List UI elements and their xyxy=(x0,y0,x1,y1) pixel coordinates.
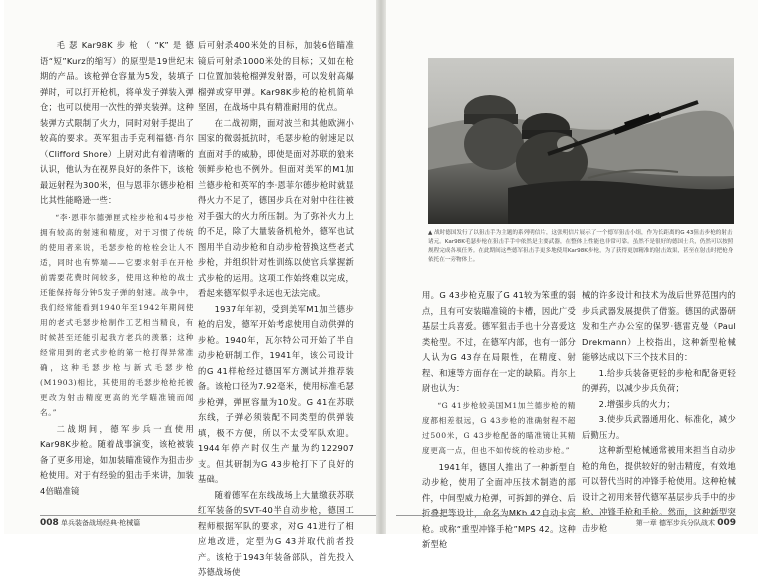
left-page-footer xyxy=(40,515,380,528)
left-page-number: 008 xyxy=(40,518,59,528)
left-col2-paragraph-2: 在二战初期，面对波兰和其他欧洲小国家的微弱抵抗时，毛瑟步枪的射速足以直面对手的威胁，即使是面对苏联的狼来领鲜步枪也不例外。但面对美军的M1加兰德步枪和英军的李·恩菲尔德步枪时就显得火力不足了，德国步兵在对射中往往被对手强大的火力所压制。为了弥补火力上的不足，除了大量装备机枪外，德军也试图用半自动步枪和自动步枪替换这些老式步枪，并组织针对性训练以使官兵掌握新式步枪的运用。这项工作始终难以完成，看起来德军似乎永远也无法完成。 xyxy=(198,117,354,298)
right-col1-quote: “G 41步枪较美国M1加兰德步枪的精度都相差很远，G 43步枪的准确射程不超过500米，G 43步枪配备的瞄准镜让其精度更高一点，但也不如传统的栓动步枪。” xyxy=(422,400,576,455)
right-page-footer xyxy=(396,515,736,528)
left-col2-paragraph-1: 后可射杀400米处的目标，加装6倍瞄准镜后可射杀1000米处的目标；又如在枪口位置加装枪榴弹发射器，可以发射高爆榴弹或穿甲弹。Kar98K步枪的枪机简单坚固，在战场中具有精准耐用的优点。 xyxy=(198,40,354,112)
right-page-number: 009 xyxy=(717,518,736,528)
photo-caption: ▲ 战时德国发行了以狙击手为主题的系列明信片，这张明信片展示了一个德军狙击小组，作为长距离的G 43狙击步枪的射击诸元。Kar98K毛瑟步枪在狙击手手中依然是主要武器，在整体上性能也非常可靠。虽然不是很好的德国士兵，仍然可以按照规程完成各项任务。在此期间这些德军狙击手更多地使用Kar98K步枪，为了获得更加精准的射击效果，甚至在射击时把枪身依托在一旁物体上。 xyxy=(428,230,734,263)
left-page-column-2 xyxy=(198,38,354,577)
right-col2-point-3: 3.使步兵武器通用化、标准化，减少后勤压力。 xyxy=(582,414,736,440)
left-col1-quote: “李·恩菲尔德弹匣式栓步枪和4号步枪拥有较高的射速和精度，对于习惯了传统的使用者来说，毛瑟步枪的枪栓会让人不适，同时也有弊端——它要求射手在开枪前需要花费时间较多，使用这种枪的战士还能保持每分钟5发子弹的射速。战争中，我们经常能看到1940年至1942年期间使用的老式毛瑟步枪制作工艺相当精良，有时候甚至还能引起我方老兵的羡慕；这种经常用到的老式步枪的第一枪打得异常准确，这种毛瑟步枪与新式毛瑟步枪(M1903)相比，其使用的毛瑟步枪枪托被更改为射击精度更高的光学瞄准镜而闻名。” xyxy=(40,212,194,417)
left-page xyxy=(4,0,376,577)
right-page-column-1 xyxy=(422,288,576,549)
right-col2-paragraph-1: 械的许多设计和技术为战后世界范围内的步兵武器发展提供了借鉴。德国的武器研发和生产办公室的保罗·德雷克曼（Paul Drekmann）上校指出，这种新型枪械能够达成以下三个技术目的： xyxy=(582,290,736,362)
right-col2-point-2: 2.增强步兵的火力； xyxy=(598,398,675,409)
book-gutter xyxy=(376,0,386,534)
right-col2-paragraph-2: 这种新型枪械通常被用来担当自动步枪的角色，提供较好的射击精度，有效地可以替代当时的冲锋手枪使用。这种枪械设计之初用来替代德军基层步兵手中的步枪、冲锋手枪和手枪。然而，这种新型突击步枪 xyxy=(582,445,736,533)
left-page-column-1 xyxy=(40,38,194,506)
right-col1-paragraph-2: 1941年，德国人推出了一种新型自动步枪，使用了全面冲压技术制造的部件，中间型威力枪弹，可拆卸的弹仓、后折叠把等设计，命名为MKb 42自动卡宾枪。或称“重型冲锋手枪”MPS 42。这种新型枪 xyxy=(422,461,576,549)
photo-illustration xyxy=(428,58,734,224)
left-col1-paragraph-1: 毛瑟Kar98K步枪（“K”是德语“短”Kurz的缩写）的原型是19世纪末期的产品。该枪弹仓容量为5发，装填子弹时，可以打开枪机，将单发子弹装入弹仓；也可以使用一次性的弹夹装弹。这种装弹方式限制了火力，同时对射手提出了较高的要求。英军狙击手克利福德·肖尔（Clifford Shore）上尉对此有着清晰的认识，他认为在视界良好的条件下，该枪最远射程为300米，但与恩菲尔德步枪相比其性能略逊一些： xyxy=(40,40,194,205)
right-col1-paragraph-1: 用。G 43步枪克服了G 41较为笨重的弱点，且有可安装瞄准镜的卡槽，因此广受基层士兵喜爱。德军狙击手也十分喜爱这类枪型。不过，在德军内部，也有一部分人认为G 43存在局限性，在精度、射程、和速等方面存在一定的缺陷。肖尔上尉也认为： xyxy=(422,290,576,393)
left-footer-text: 单兵装备战场经典·枪械篇 xyxy=(61,519,141,527)
right-page xyxy=(386,0,758,549)
left-col2-paragraph-4: 随着德军在东线战场上大量缴获苏联红军装备的SVT-40半自动步枪，德国工程师根据军队的要求，对G 41进行了相应地改进，定型为G 43并取代前者投产。该枪于1943年装备部队，首先投入苏德战场使 xyxy=(198,489,354,577)
right-footer-chapter: 第一章 德军步兵分队战术 xyxy=(635,519,715,527)
soldiers-rifle-photo xyxy=(428,58,734,224)
left-col2-paragraph-3: 1937年年初，受到美军M1加兰德步枪的启发，德军开始考虑使用自动供弹的步枪。1940年，瓦尔特公司开始了半自动步枪研制工作，1941年，该公司设计的G 41样枪经过德国军方测试并推荐装备。该枪口径为7.92毫米，使用标准毛瑟步枪弹，弹匣容量为10发。G 41在苏联东线，子弹必须装配不同类型的供弹装填，极不方便，所以不太受军队欢迎。1944年停产时仅生产量为约122907支。但其研制为G 43步枪打下了良好的基础。 xyxy=(198,303,354,484)
left-col1-paragraph-2: 二战期间，德军步兵一直使用Kar98K步枪。随着战事演变，该枪被装备了更多用途，如加装瞄准镜作为狙击步枪使用。对于有经验的狙击手来讲，加装4倍瞄准镜 xyxy=(40,423,194,496)
right-col2-point-1: 1.给步兵装备更轻的步枪和配备更轻的弹药，以减少步兵负荷； xyxy=(582,367,736,393)
